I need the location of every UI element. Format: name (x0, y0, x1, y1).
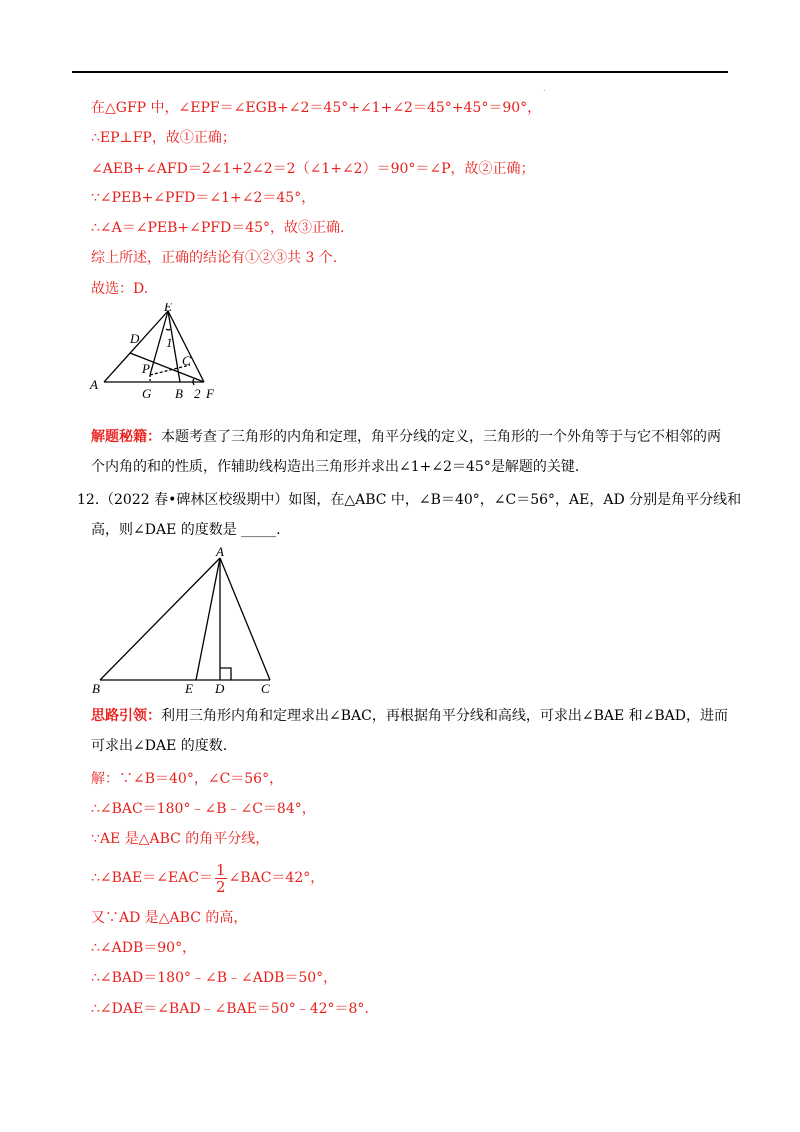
answer-line: ∴∠ADB＝90°， (91, 940, 197, 956)
answer-line: 又∵AD 是△ABC 的高， (91, 910, 248, 926)
angle-label-2: 2 (194, 386, 201, 401)
point-label-e: E (164, 303, 172, 314)
solution-line: ∴EP⊥FP，故①正确； (91, 130, 236, 146)
solution-line: ∵∠PEB+∠PFD＝∠1+∠2＝45°， (91, 190, 316, 206)
key-points-label: 解题秘籍： (91, 429, 161, 445)
answer-line: ∴∠BAD＝180°﹣∠B﹣∠ADB＝50°， (91, 970, 338, 986)
answer-line: ∴∠DAE＝∠BAD﹣∠BAE＝50°﹣42°＝8°. (91, 1001, 369, 1017)
triangle-figure-1 (86, 303, 226, 403)
answer-line-fraction (91, 860, 324, 896)
triangle-figure-2 (86, 542, 286, 698)
point-label-a: A (90, 377, 98, 392)
answer-line: 解：∵∠B＝40°，∠C＝56°， (91, 771, 284, 787)
solution-line: ∠AEB+∠AFD＝2∠1+2∠2＝2（∠1+∠2）＝90°＝∠P，故②正确； (91, 161, 535, 177)
answer-line-fraction-pre: ∴∠BAE＝∠EAC＝ (91, 870, 214, 886)
solution-line: ∴∠A＝∠PEB+∠PFD＝45°，故③正确. (91, 220, 345, 236)
point-label-c: C (182, 353, 191, 368)
point-label-c: C (261, 681, 270, 696)
point-label-g: G (142, 386, 152, 401)
fraction-numerator: 1 (216, 860, 226, 879)
point-label-f: F (206, 386, 214, 401)
point-label-d: D (215, 681, 225, 696)
angle-label-1: 1 (166, 335, 173, 350)
point-label-a: A (216, 544, 224, 559)
header-rule (72, 71, 728, 73)
header-dot: . (543, 84, 546, 93)
fraction-denominator: 2 (216, 877, 226, 896)
point-label-d: D (130, 331, 140, 346)
question-text: （2022 春•碑林区校级期中）如图，在△ABC 中，∠B＝40°，∠C＝56°，AE，AD 分别是角平分线和 (100, 492, 742, 508)
solution-line: 综上所述，正确的结论有①②③共 3 个. (91, 250, 338, 266)
hint-label: 思路引领： (91, 708, 161, 724)
point-label-b: B (92, 681, 100, 696)
answer-line: ∵AE 是△ABC 的角平分线， (91, 831, 270, 847)
point-label-b: B (175, 386, 183, 401)
solution-line: 故选：D. (91, 281, 149, 297)
point-label-p: P (142, 361, 150, 376)
solution-line: 在△GFP 中，∠EPF＝∠EGB+∠2＝45°+∠1+∠2＝45°+45°＝90°， (91, 100, 542, 116)
answer-line: ∴∠BAC＝180°﹣∠B﹣∠C＝84°， (91, 801, 316, 817)
answer-line-fraction-post: ∠BAC＝42°， (228, 870, 325, 886)
key-points-text: 本题考查了三角形的内角和定理，角平分线的定义，三角形的一个外角等于与它不相邻的两 (161, 429, 721, 445)
question-text-cont: 高，则∠DAE 的度数是 _____. (91, 522, 281, 538)
point-label-e: E (185, 681, 193, 696)
key-points-text-cont: 个内角的和的性质，作辅助线构造出三角形并求出∠1+∠2＝45°是解题的关键. (91, 459, 580, 475)
fraction (215, 862, 227, 895)
hint-text-cont: 可求出∠DAE 的度数. (91, 738, 228, 754)
hint-text: 利用三角形内角和定理求出∠BAC，再根据角平分线和高线，可求出∠BAE 和∠BAD，进而 (161, 708, 728, 724)
question-number: 12． (77, 492, 109, 508)
